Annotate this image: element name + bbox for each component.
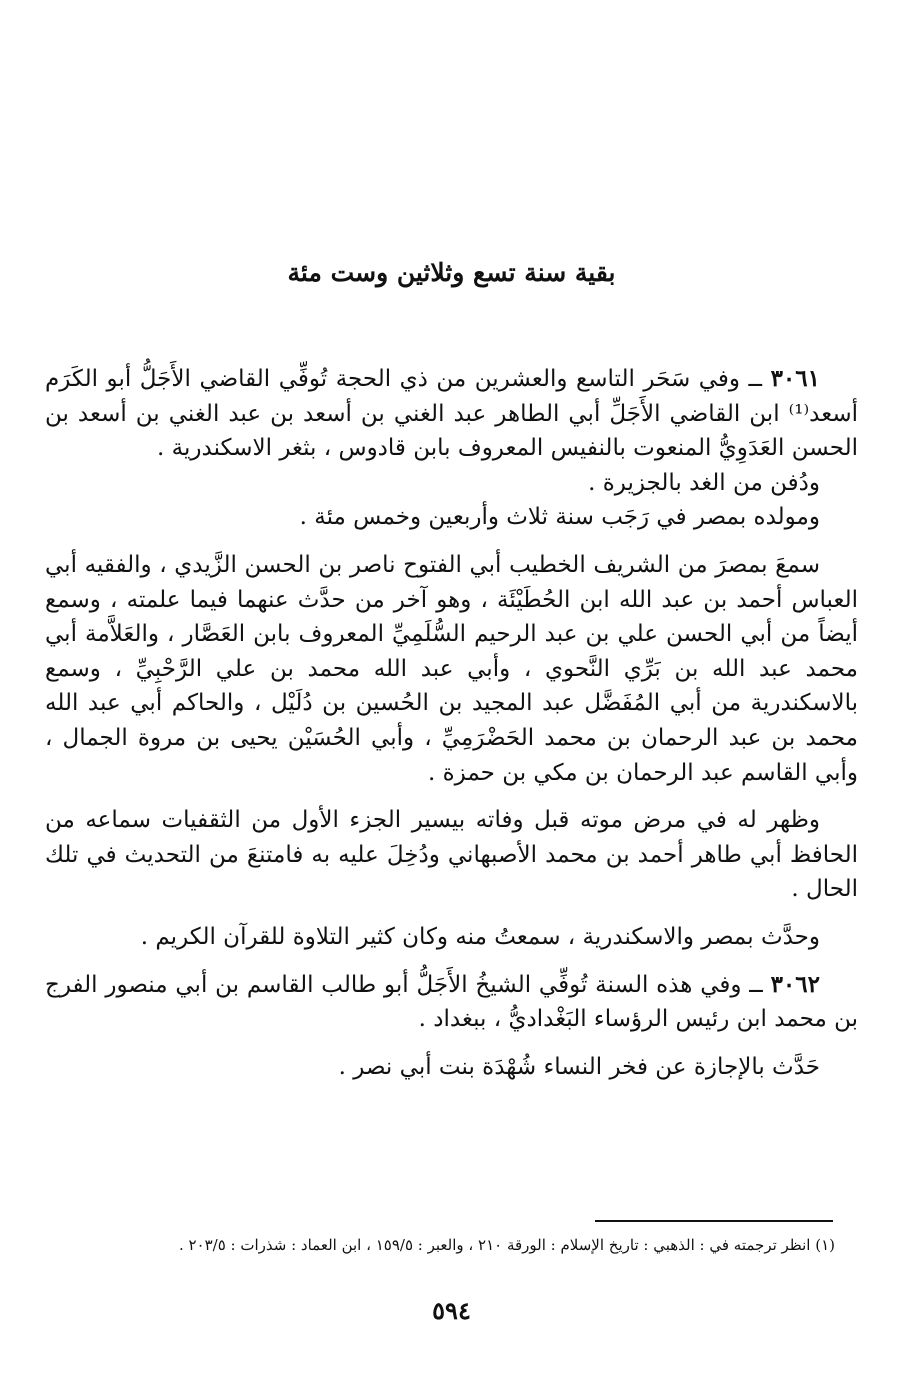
section-heading: بقية سنة تسع وثلاثين وست مئة [287, 258, 616, 287]
burial-paragraph: ودُفن من الغد بالجزيرة . [588, 469, 820, 496]
entry-text: ــ وفي هذه السنة تُوفِّي الشيخُ الأَجَلُّ أبو طالب القاسم بن أبي منصور الفرج بن محمد ابن رئيس الرؤساء البَغْداديُّ ، ببغداد . [45, 971, 858, 1033]
illness-paragraph: وظهر له في مرض موته قبل وفاته بيسير الجزء الأول من الثقفيات سماعه من الحافظ أبي طاهر أحمد بن محمد الأصبهاني ودُخِلَ عليه به فامتنعَ من التحديث في تلك الحال . [45, 807, 858, 903]
main-text [45, 362, 858, 1084]
footnote: (١) انظر ترجمته في : الذهبي : تاريخ الإسلام : الورقة ٢١٠ ، والعبر : ١٥٩/٥ ، ابن العماد : شذرات : ٢٠٣/٥ . [178, 1236, 835, 1254]
entry-number: ٣٠٦١ [770, 365, 820, 392]
entry-number: ٣٠٦٢ [770, 970, 820, 998]
teachers-paragraph: سمعَ بمصرَ من الشريف الخطيب أبي الفتوح ناصر بن الحسن الزَّيدي ، والفقيه أبي العباس أحمد بن عبد الله ابن الحُطَيْئَة ، وهو آخر من حدَّث عنهما فيما علمته ، وسمع أيضاً من أبي الحسن علي بن عبد الرحيم السُّلَمِيِّ المعروف بابن العَصَّار ، والعَلاَّمة أبي محمد عبد الله بن بَرِّي النَّحوي ، وأبي عبد الله محمد بن علي الرَّحْبِيِّ ، وسمع بالاسكندرية من أبي المُفَضَّل عبد المجيد بن الحُسين بن دُلَيْل ، والحاكم أبي عبد الله محمد بن عبد الرحمان بن محمد الحَضْرَمِيِّ ، وأبي الحُسَيْن يحيى بن مروة الجمال ، وأبي القاسم عبد الرحمان بن مكي بن حمزة . [45, 551, 858, 786]
birth-paragraph: ومولده بمصر في رَجَب سنة ثلاث وأربعين وخمس مئة . [299, 504, 820, 531]
narrated-paragraph: وحدَّث بمصر والاسكندرية ، سمعتُ منه وكان كثير التلاوة للقرآن الكريم . [140, 923, 820, 950]
ijaza-paragraph: حَدَّث بالإجازة عن فخر النساء شُهْدَة بنت أبي نصر . [338, 1053, 820, 1080]
page-number: ٥٩٤ [432, 1296, 471, 1325]
entry-3061-paragraph [45, 362, 858, 466]
entry-text: ــ وفي سَحَر التاسع والعشرين من ذي الحجة تُوفِّي القاضي الأَجَلُّ أبو الكَرَم أسعد⁽¹⁾ ابن القاضي الأَجَلِّ أبي الطاهر عبد الغني بن أسعد بن عبد الغني بن أسعد بن الحسن العَدَوِيُّ المنعوت بالنفيس المعروف بابن قادوس ، بثغر الاسكندرية . [45, 366, 858, 462]
entry-3062-paragraph [45, 968, 858, 1037]
footnote-divider [595, 1220, 833, 1222]
